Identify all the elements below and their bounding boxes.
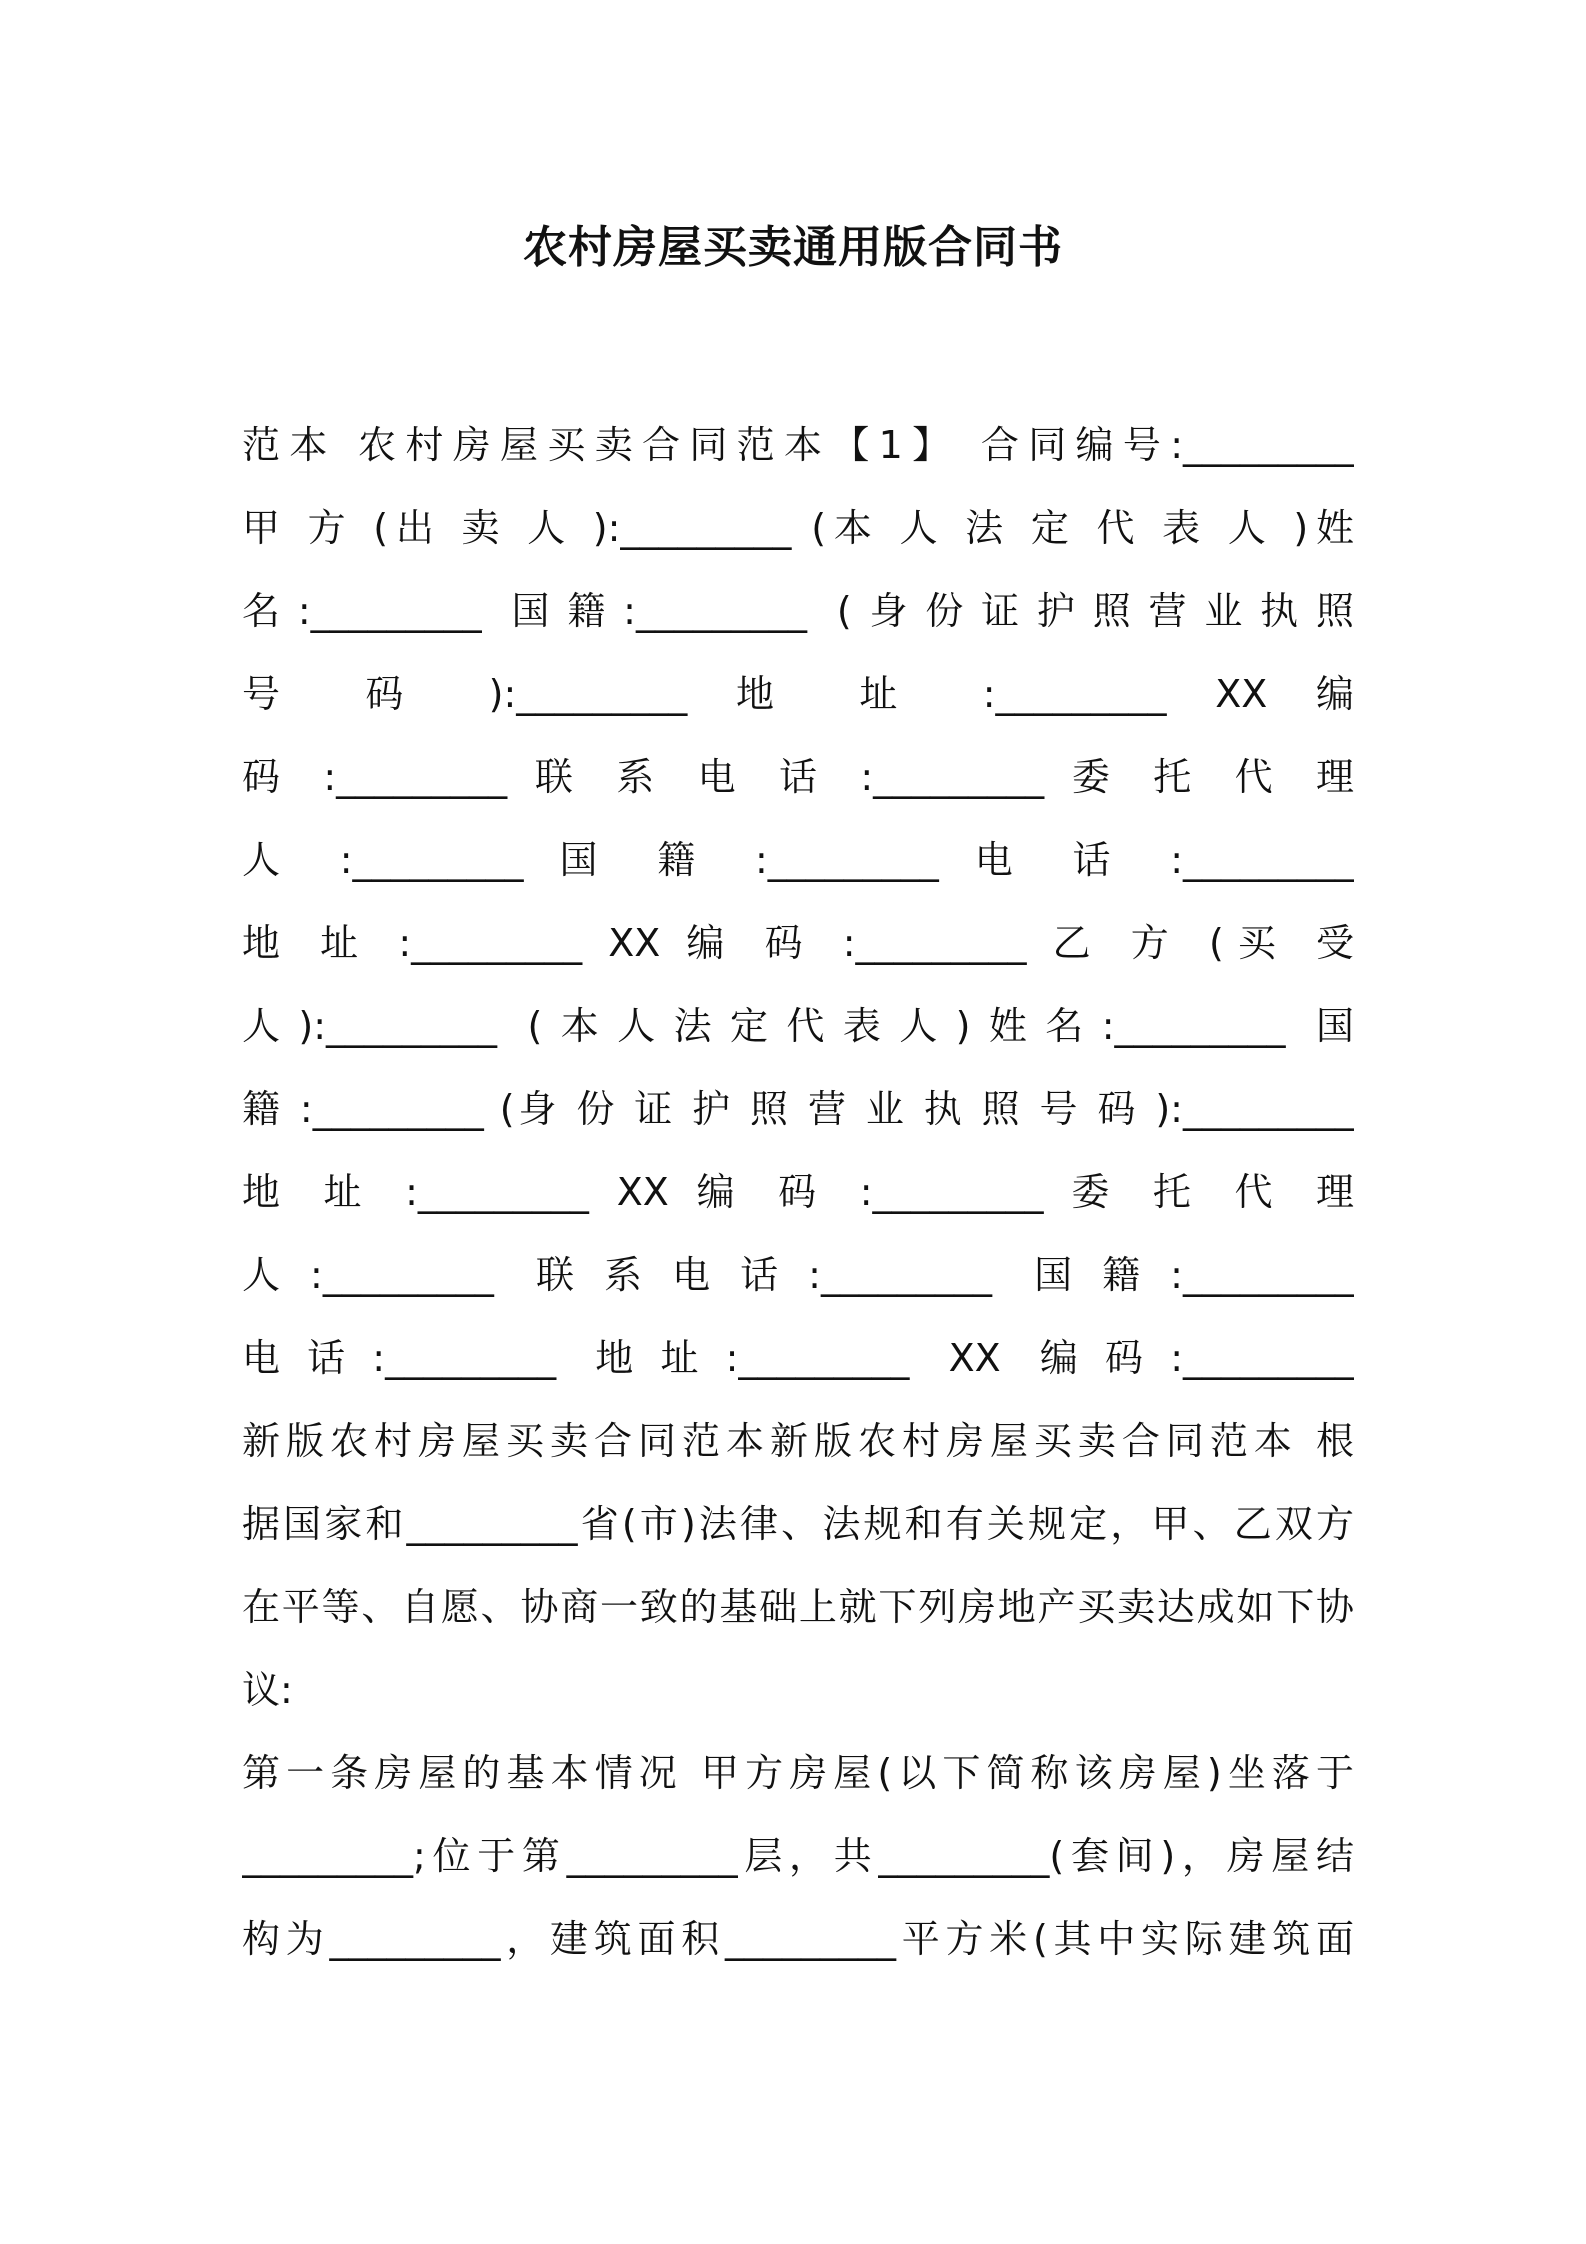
text-line: 甲 方 (出 卖 人 ):_________ (本 人 法 定 代 表 人 )姓 [242,506,1354,550]
text-line: 地 址 :_________ XX 编 码 :_________ 乙 方 (买 受 [242,921,1354,965]
document-body [242,404,1354,1981]
text-line: 范本 农村房屋买卖合同范本【1】 合同编号:_________ [242,423,1354,467]
text-line: 在平等、自愿、协商一致的基础上就下列房地产买卖达成如下协 [242,1585,1354,1629]
text-line: 人):_________ (本人法定代表人)姓名:_________ 国 [242,1004,1354,1048]
text-line: 人:_________ 联系电话:_________ 国籍:_________ [242,1253,1354,1297]
text-line: 第一条房屋的基本情况 甲方房屋(以下简称该房屋)坐落于 [242,1751,1354,1795]
text-line: 号 码 ):_________ 地 址 :_________ XX 编 [242,672,1354,716]
text-line: 名:_________ 国籍:_________ (身份证护照营业执照 [242,589,1354,633]
text-line: 电话:_________ 地址:_________ XX 编码:_________ [242,1336,1354,1380]
text-line: 据国家和_________省(市)法律、法规和有关规定，甲、乙双方 [242,1502,1354,1546]
text-line: 籍 :_________ (身 份 证 护 照 营 业 执 照 号 码 ):_________ [242,1087,1354,1131]
text-line: 构为_________，建筑面积_________平方米(其中实际建筑面 [242,1917,1354,1961]
text-line: 地 址 :_________ XX 编 码 :_________ 委 托 代 理 [242,1170,1354,1214]
text-line: _________;位于第_________层，共_________(套间)，房屋结 [242,1834,1354,1878]
text-line: 议: [242,1668,293,1712]
text-line: 人 :_________ 国 籍 :_________ 电 话 :_________ [242,838,1354,882]
text-line: 码 :_________ 联 系 电 话 :_________ 委 托 代 理 [242,755,1354,799]
document-title: 农村房屋买卖通用版合同书 [523,222,1063,273]
text-line: 新版农村房屋买卖合同范本新版农村房屋买卖合同范本 根 [242,1419,1354,1463]
